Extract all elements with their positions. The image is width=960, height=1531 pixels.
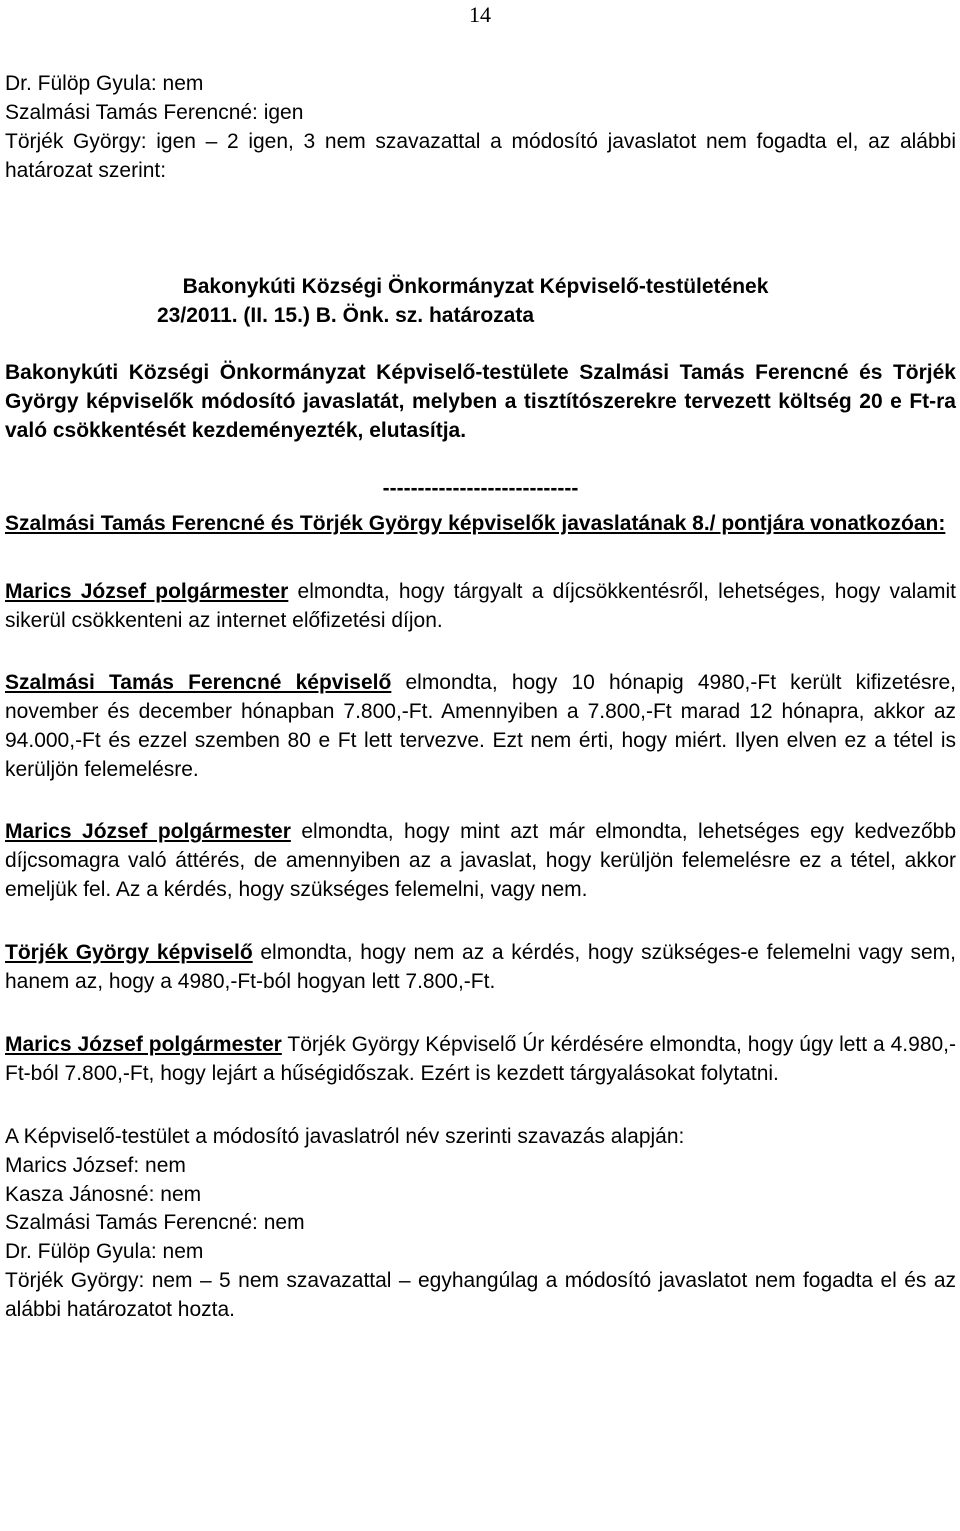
- speech-paragraph: [5, 1031, 956, 1089]
- speaker-name: Marics József polgármester: [5, 1032, 282, 1056]
- speech-text: elmondta, hogy 10 hónapig 4980,-Ft került kifizetésre, november és december hónapban 7.800,-Ft. Amennyiben a 7.800,-Ft marad 12 hónapra, akkor az 94.000,-Ft és ezzel szemben 80 e Ft lett tervezve. Ezt nem érti, hogy miért. Ilyen elven ez a tétel is kerüljön felemelésre.: [5, 670, 957, 781]
- speaker-name: Törjék György képviselő: [5, 941, 253, 965]
- speech-text: elmondta, hogy nem az a kérdés, hogy szükséges-e felemelni vagy sem, hanem az, hogy a 4980,-Ft-ból hogyan lett 7.800,-Ft.: [5, 941, 956, 994]
- vote-line: Marics József: nem: [5, 1153, 186, 1177]
- page-number: 14: [469, 2, 491, 27]
- separator: ----------------------------: [382, 477, 579, 501]
- speech-text: elmondta, hogy tárgyalt a díjcsökkentésről, lehetséges, hogy valamit sikerül csökkenteni az internet előfizetési díjon.: [5, 579, 957, 632]
- resolution-body: Bakonykúti Községi Önkormányzat Képviselő-testülete Szalmási Tamás Ferencné és Törjék György képviselők módosító javaslatát, melyben a tisztítószerekre tervezett költség 20 e Ft-ra való csökkentését kezdeményezték, elutasítja.: [5, 361, 956, 443]
- resolution-heading: Bakonykúti Községi Önkormányzat Képviselő-testületének: [182, 274, 769, 298]
- vote-line: Kasza Jánosné: nem: [5, 1182, 202, 1206]
- speech-paragraph: [5, 939, 956, 997]
- vote-line: Dr. Fülöp Gyula: nem: [5, 72, 204, 95]
- vote-line: Szalmási Tamás Ferencné: igen: [5, 100, 304, 124]
- speaker-name: Marics József polgármester: [5, 820, 291, 844]
- vote-result: Törjék György: nem – 5 nem szavazattal – egyhangúlag a módosító javaslatot nem fogadta el és az alábbi határozatot hozta.: [5, 1269, 956, 1322]
- vote-line: Dr. Fülöp Gyula: nem: [5, 1240, 204, 1264]
- speech-paragraph: [5, 818, 956, 905]
- section-subheading: Szalmási Tamás Ferencné és Törjék György képviselők javaslatának 8./ pontjára vonatkozóan:: [5, 512, 946, 536]
- vote-result: Törjék György: igen – 2 igen, 3 nem szavazattal a módosító javaslatot nem fogadta el, az alábbi határozat szerint:: [5, 129, 956, 182]
- resolution-number: 23/2011. (II. 15.) B. Önk. sz. határozata: [157, 303, 534, 327]
- speech-paragraph: [5, 578, 956, 636]
- speech-text: elmondta, hogy mint azt már elmondta, lehetséges egy kedvezőbb díjcsomagra való áttérés, de amennyiben az a javaslat, hogy kerüljön felemelésre ez a tétel, akkor emeljük fel. Az a kérdés, hogy szükséges felemelni, vagy nem.: [5, 820, 956, 902]
- speech-text: Törjék György Képviselő Úr kérdésére elmondta, hogy úgy lett a 4.980,-Ft-ból 7.800,-Ft, hogy lejárt a hűségidőszak. Ezért is kezdett tárgyalásokat folytatni.: [5, 1032, 957, 1085]
- speaker-name: Szalmási Tamás Ferencné képviselő: [5, 670, 392, 694]
- vote-line: Szalmási Tamás Ferencné: nem: [5, 1211, 305, 1235]
- speech-paragraph: [5, 669, 956, 785]
- document-body: [5, 70, 956, 1325]
- vote-intro: A Képviselő-testület a módosító javaslatról név szerinti szavazás alapján:: [5, 1124, 685, 1148]
- speaker-name: Marics József polgármester: [5, 579, 289, 603]
